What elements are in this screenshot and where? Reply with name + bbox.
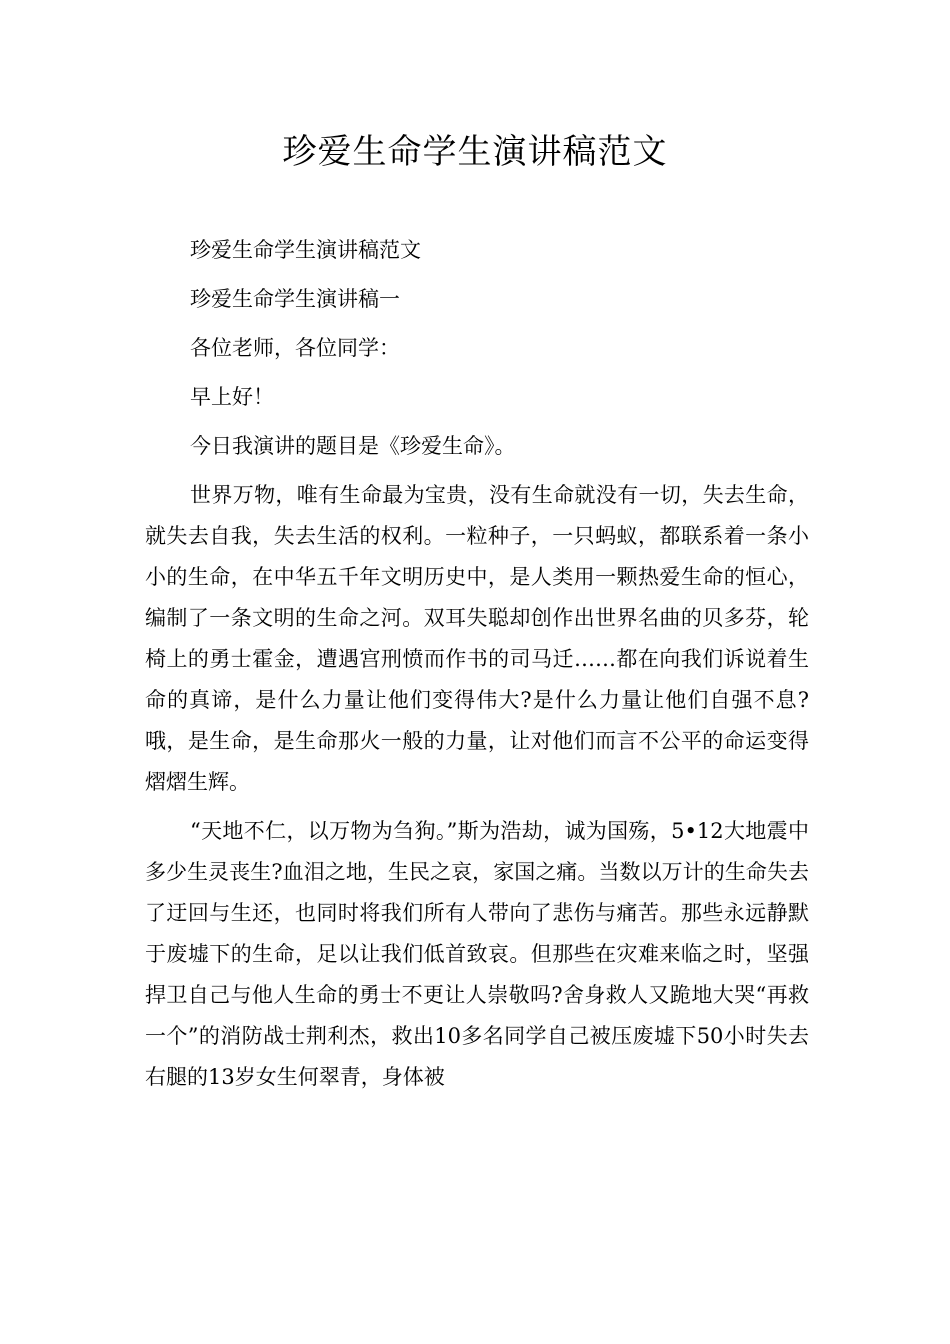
paragraph-repeat-title: 珍爱生命学生演讲稿范文 — [190, 238, 421, 262]
paragraph-good-morning: 早上好！ — [190, 385, 274, 409]
document-body — [145, 230, 809, 1106]
paragraph-greeting: 各位老师，各位同学： — [190, 336, 400, 360]
paragraph-topic: 今日我演讲的题目是《珍爱生命》。 — [190, 434, 516, 458]
paragraph-subtitle: 珍爱生命学生演讲稿一 — [190, 287, 400, 311]
document-title: 珍爱生命学生演讲稿范文 — [282, 132, 668, 172]
paragraph-body-1: 世界万物，唯有生命最为宝贵，没有生命就没有一切，失去生命，就失去自我，失去生活的权利。一粒种子，一只蚂蚁，都联系着一条小小的生命，在中华五千年文明历史中，是人类用一颗热爱生命的恒心，编制了一条文明的生命之河。双耳失聪却创作出世界名曲的贝多芬，轮椅上的勇士霍金，遭遇宫刑愤而作书的司马迁……都在向我们诉说着生命的真谛，是什么力量让他们变得伟大?是什么力量让他们自强不息?哦，是生命，是生命那火一般的力量，让对他们而言不公平的命运变得熠熠生辉。 — [145, 483, 809, 794]
paragraph-body-2: “天地不仁，以万物为刍狗。”斯为浩劫，诚为国殇，5•12大地震中多少生灵丧生?血泪之地，生民之哀，家国之痛。当数以万计的生命失去了迂回与生还，也同时将我们所有人带向了悲伤与痛苦。那些永远静默于废墟下的生命，足以让我们低首致哀。但那些在灾难来临之时，坚强捍卫自己与他人生命的勇士不更让人崇敬吗?舍身救人又跪地大哭“再救一个”的消防战士荆利杰，救出10多名同学自己被压废墟下50小时失去右腿的13岁女生何翠青，身体被 — [145, 819, 809, 1089]
